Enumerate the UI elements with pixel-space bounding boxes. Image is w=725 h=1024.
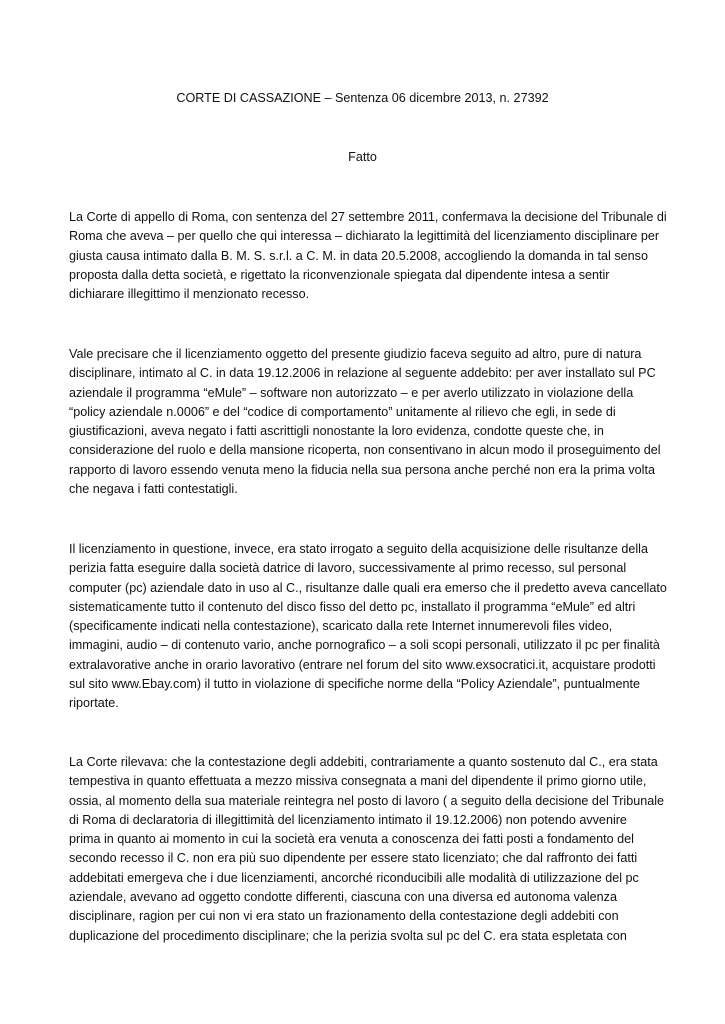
text-line: riportate. [69, 696, 119, 711]
text-line: tempestiva in quanto effettuata a mezzo missiva consegnata a mani del dipendente il primo giorno utile, [69, 774, 647, 789]
paragraph-1 [69, 208, 669, 304]
text-line: La Corte di appello di Roma, con sentenza del 27 settembre 2011, confermava la decisione del Tribunale di [69, 210, 667, 224]
paragraph-2 [69, 345, 669, 499]
text-line: extralavorative anche in orario lavorativo (entrare nel forum del sito www.exsocratici.it, acquistare prodotti [69, 657, 656, 672]
text-line: sul sito www.Ebay.com) il tutto in violazione di specifiche norme della “Policy Aziendale”, puntualmente [69, 677, 640, 692]
text-line: proposta dalla detta società, e rigettato la riconvenzionale spiegata dal dipendente intesa a sentir [69, 267, 610, 282]
text-line: addebitati emergeva che i due licenziamenti, ancorché riconducibili alle modalità di utilizzazione del pc [69, 870, 639, 885]
text-line: di Roma di declaratoria di illegittimità del licenziamento intimato il 19.12.2006) non potendo avvenire [69, 812, 627, 827]
paragraph-3 [69, 540, 669, 714]
text-line: perizia fatta eseguire dalla società datrice di lavoro, successivamente al primo recesso, sul personal [69, 561, 627, 576]
text-line: Il licenziamento in questione, invece, era stato irrogato a seguito della acquisizione delle risultanze della [69, 542, 648, 556]
text-line: (specificamente indicati nella contestazione), scaricato dalla rete Internet innumerevoli files video, [69, 619, 613, 634]
document-title: CORTE DI CASSAZIONE – Sentenza 06 dicembre 2013, n. 27392 [176, 91, 549, 105]
text-line: disciplinare, ragion per cui non vi era stato un frazionamento della contestazione degli addebiti con [69, 909, 619, 924]
text-line: La Corte rilevava: che la contestazione degli addebiti, contrariamente a quanto sostenuto dal C., era stata [69, 755, 658, 769]
text-line: Vale precisare che il licenziamento oggetto del presente giudizio faceva seguito ad altro, pure di natura [69, 347, 642, 361]
text-line: sistematicamente tutto il contenuto del disco fisso del detto pc, installato il programma “eMule” ed altri [69, 599, 636, 614]
text-line: prima in quanto ai momento in cui la società era venuta a conoscenza dei fatti posti a fondamento del [69, 832, 634, 847]
paragraph-4 [69, 753, 669, 946]
text-line: considerazione del ruolo e della mansione ricoperta, non consentivano in alcun modo il proseguimento del [69, 443, 661, 458]
text-line: che negava i fatti contestatigli. [69, 482, 238, 497]
text-line: immagini, audio – di contenuto vario, anche pornografico – a soli scopi personali, utilizzato il pc per finalità [69, 638, 660, 653]
text-line: Roma che aveva – per quello che qui interessa – dichiarato la legittimità del licenziamento disciplinare per [69, 229, 660, 244]
text-line: giusta causa intimato dalla B. M. S. s.r.l. a C. M. in data 20.5.2008, accogliendo la domanda in tal senso [69, 248, 648, 263]
section-heading: Fatto [348, 150, 377, 164]
text-line: aziendale il programma “eMule” – software non autorizzato – e per averlo utilizzato in violazione della [69, 385, 634, 400]
text-line: giustificazioni, aveva negato i fatti ascrittigli nonostante la loro evidenza, condotte queste che, in [69, 424, 604, 439]
text-line: “policy aziendale n.0006” e del “codice di comportamento” unitamente al rilievo che egli, in sede di [69, 404, 616, 419]
text-line: duplicazione del procedimento disciplinare; che la perizia svolta sul pc del C. era stata espletata con [69, 928, 627, 943]
text-line: computer (pc) aziendale dato in uso al C., risultanze dalle quali era emerso che il predetto aveva cancellato [69, 580, 667, 595]
text-line: secondo recesso il C. non era più suo dipendente per essere stato licenziato; che dal raffronto dei fatti [69, 851, 638, 866]
text-line: ossia, al momento della sua materiale reintegra nel posto di lavoro ( a seguito della decisione del Tribunale [69, 793, 665, 808]
text-line: disciplinare, intimato al C. in data 19.12.2006 in relazione al seguente addebito: per aver installato sul PC [69, 366, 656, 381]
text-line: rapporto di lavoro essendo venuta meno la fiducia nella sua persona anche perché non era la prima volta [69, 462, 655, 477]
text-line: dichiarare illegittimo il menzionato recesso. [69, 287, 310, 302]
text-line: aziendale, avevano ad oggetto condotte differenti, ciascuna con una diversa ed autonoma valenza [69, 890, 617, 905]
